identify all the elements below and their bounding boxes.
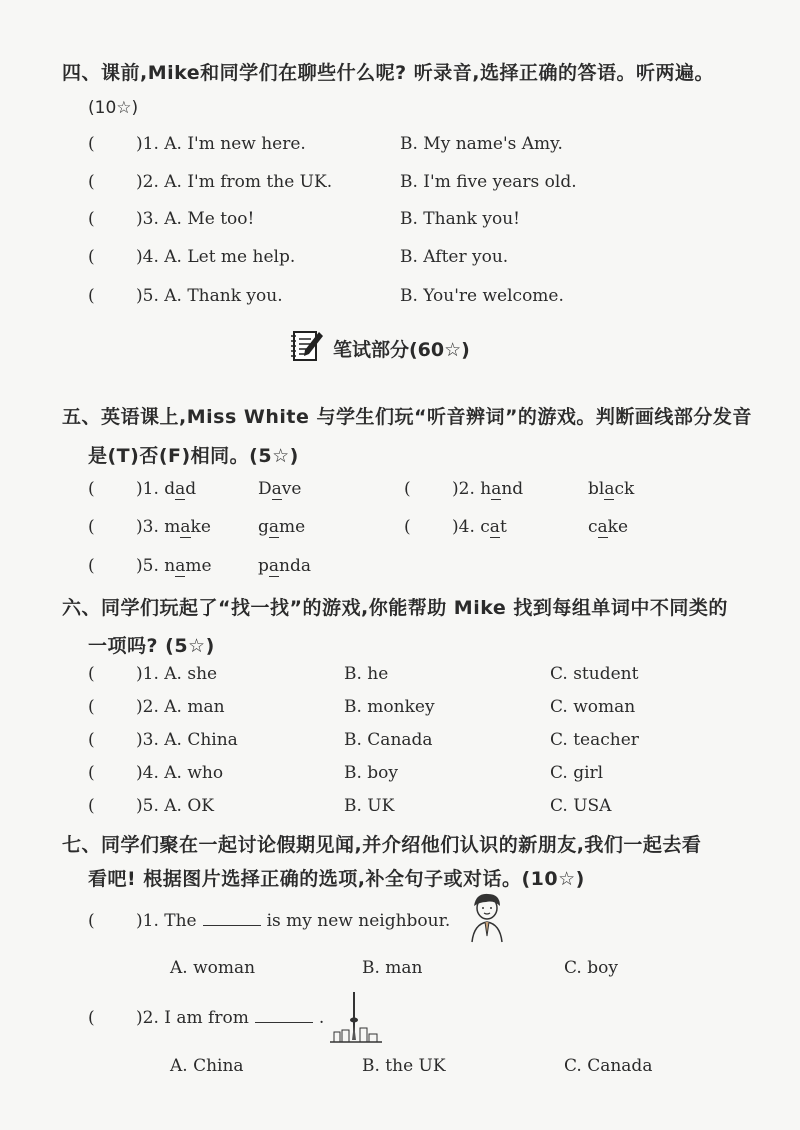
answer-paren[interactable]: (	[404, 479, 411, 499]
answer-paren[interactable]: (	[88, 556, 95, 576]
word-part: d	[164, 479, 176, 499]
answer-paren[interactable]: (	[88, 911, 95, 931]
item-num: )4.	[452, 517, 481, 537]
item-num: )1.	[136, 479, 165, 499]
question-2	[136, 1008, 324, 1028]
word-1	[136, 556, 212, 576]
word-part: ve	[281, 479, 302, 499]
question-text: .	[318, 1008, 325, 1028]
option-c: C. student	[550, 664, 639, 684]
section-5-title-line1: 五、英语课上,Miss White 与学生们玩“听音辨词”的游戏。判断画线部分发音	[62, 406, 752, 428]
cn-tower-skyline-icon	[330, 990, 382, 1050]
underlined-letter: a	[180, 517, 191, 537]
answer-paren[interactable]: (	[88, 247, 95, 267]
word-part: me	[185, 556, 212, 576]
option-a: )4. A. Let me help.	[136, 247, 296, 267]
question-text: )2. I am from	[136, 1008, 249, 1028]
word-2	[588, 479, 634, 499]
option-c: C. USA	[550, 796, 612, 816]
answer-paren[interactable]: (	[88, 517, 95, 537]
option-c: C. boy	[564, 958, 618, 978]
option-a: )1. A. she	[136, 664, 218, 684]
option-b: B. he	[344, 664, 389, 684]
section-7-title-line1: 七、同学们聚在一起讨论假期见闻,并介绍他们认识的新朋友,我们一起去看	[62, 834, 702, 856]
option-a: )5. A. OK	[136, 796, 214, 816]
word-part: p	[258, 556, 269, 576]
option-c: C. teacher	[550, 730, 639, 750]
word-1	[452, 517, 507, 537]
option-a: )3. A. China	[136, 730, 238, 750]
answer-paren[interactable]: (	[404, 517, 411, 537]
option-b: B. the UK	[362, 1056, 446, 1076]
item-num: )2.	[452, 479, 481, 499]
word-2	[258, 517, 305, 537]
underlined-letter: a	[489, 517, 500, 537]
word-2	[258, 556, 311, 576]
word-part: c	[480, 517, 490, 537]
option-a: A. woman	[170, 958, 256, 978]
option-c: C. Canada	[564, 1056, 653, 1076]
option-a: A. China	[170, 1056, 244, 1076]
option-b: B. Thank you!	[400, 209, 520, 229]
word-part: D	[258, 479, 272, 499]
answer-paren[interactable]: (	[88, 172, 95, 192]
option-b: B. Canada	[344, 730, 433, 750]
answer-paren[interactable]: (	[88, 664, 95, 684]
word-2	[258, 479, 301, 499]
option-b: B. You're welcome.	[400, 286, 564, 306]
option-a: )2. A. I'm from the UK.	[136, 172, 333, 192]
underlined-letter: a	[175, 479, 186, 499]
answer-blank[interactable]	[203, 924, 261, 926]
option-b: B. I'm five years old.	[400, 172, 577, 192]
underlined-letter: a	[175, 556, 186, 576]
word-part: d	[185, 479, 197, 499]
option-b: B. UK	[344, 796, 395, 816]
banner-label: 笔试部分(60☆)	[333, 338, 470, 361]
word-part: nda	[279, 556, 311, 576]
section-7-title-line2: 看吧! 根据图片选择正确的选项,补全句子或对话。(10☆)	[88, 868, 585, 890]
answer-paren[interactable]: (	[88, 479, 95, 499]
option-b: B. boy	[344, 763, 399, 783]
answer-paren[interactable]: (	[88, 286, 95, 306]
section-4-title: 四、课前,Mike和同学们在聊些什么呢? 听录音,选择正确的答语。听两遍。	[62, 62, 715, 84]
question-1	[136, 911, 450, 931]
option-a: )1. A. I'm new here.	[136, 134, 306, 154]
word-part: bl	[588, 479, 605, 499]
option-b: B. man	[362, 958, 423, 978]
word-1	[136, 517, 211, 537]
question-text: is my new neighbour.	[266, 911, 451, 931]
word-part: h	[480, 479, 492, 499]
word-part: c	[588, 517, 598, 537]
word-part: n	[164, 556, 176, 576]
notebook-pencil-icon	[289, 328, 323, 368]
section-6-title-line1: 六、同学们玩起了“找一找”的游戏,你能帮助 Mike 找到每组单词中不同类的	[62, 597, 728, 619]
answer-paren[interactable]: (	[88, 209, 95, 229]
underlined-letter: a	[271, 479, 282, 499]
section-4-points: (10☆)	[88, 98, 139, 118]
option-a: )4. A. who	[136, 763, 224, 783]
option-a: )2. A. man	[136, 697, 225, 717]
underlined-letter: a	[604, 479, 615, 499]
answer-paren[interactable]: (	[88, 730, 95, 750]
answer-paren[interactable]: (	[88, 763, 95, 783]
word-part: m	[164, 517, 181, 537]
word-1	[452, 479, 523, 499]
underlined-letter: a	[597, 517, 608, 537]
option-b: B. monkey	[344, 697, 435, 717]
option-b: B. After you.	[400, 247, 509, 267]
answer-paren[interactable]: (	[88, 697, 95, 717]
option-a: )5. A. Thank you.	[136, 286, 283, 306]
word-part: ck	[614, 479, 635, 499]
item-num: )5.	[136, 556, 165, 576]
word-part: g	[258, 517, 269, 537]
item-num: )3.	[136, 517, 165, 537]
section-5-title-line2: 是(T)否(F)相同。(5☆)	[88, 445, 299, 467]
underlined-letter: a	[268, 517, 280, 537]
word-2	[588, 517, 628, 537]
answer-paren[interactable]: (	[88, 134, 95, 154]
word-part: ke	[190, 517, 211, 537]
word-part: ke	[607, 517, 629, 537]
word-part: t	[499, 517, 507, 537]
answer-blank[interactable]	[255, 1021, 313, 1023]
word-part: me	[279, 517, 306, 537]
boy-illustration-icon	[464, 890, 510, 948]
underlined-letter: a	[491, 479, 502, 499]
option-a: )3. A. Me too!	[136, 209, 255, 229]
option-b: B. My name's Amy.	[400, 134, 563, 154]
option-c: C. girl	[550, 763, 604, 783]
answer-paren[interactable]: (	[88, 1008, 95, 1028]
underlined-letter: a	[268, 556, 280, 576]
word-part: nd	[501, 479, 524, 499]
answer-paren[interactable]: (	[88, 796, 95, 816]
section-6-title-line2: 一项吗? (5☆)	[88, 635, 215, 657]
written-part-banner	[289, 328, 470, 368]
question-text: )1. The	[136, 911, 197, 931]
word-1	[136, 479, 196, 499]
option-c: C. woman	[550, 697, 636, 717]
